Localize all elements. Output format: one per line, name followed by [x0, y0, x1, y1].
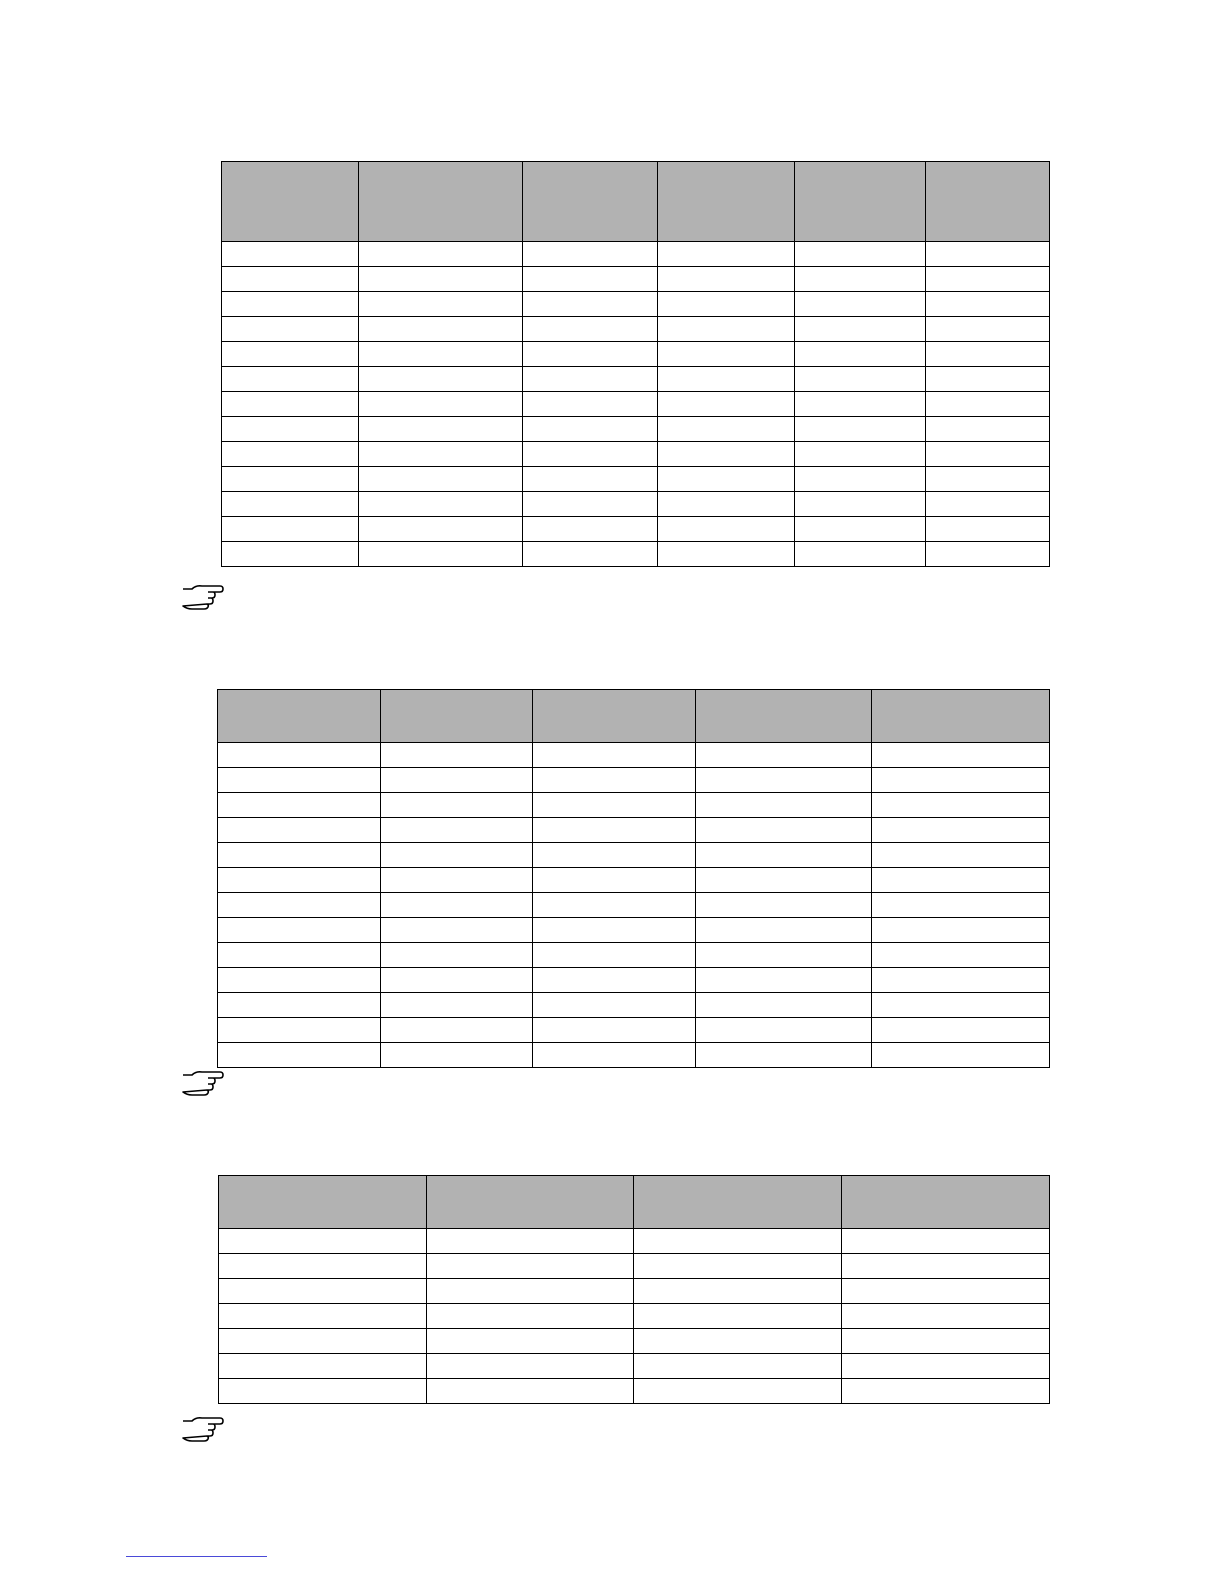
header-cell [696, 690, 872, 743]
table-cell [872, 893, 1050, 918]
table-cell [218, 1018, 381, 1043]
table-cell [218, 918, 381, 943]
table-cell [658, 292, 795, 317]
table-cell [427, 1279, 634, 1304]
table-cell [523, 417, 658, 442]
table-cell [872, 968, 1050, 993]
table-cell [533, 793, 696, 818]
table-cell [795, 442, 926, 467]
table-cell [427, 1254, 634, 1279]
table-row [218, 843, 1050, 868]
table-cell [381, 843, 533, 868]
table-row [222, 242, 1050, 267]
table-cell [427, 1304, 634, 1329]
header-cell [523, 162, 658, 242]
table-cell [523, 467, 658, 492]
table-cell [926, 417, 1050, 442]
table-1 [221, 161, 1050, 567]
table-row [219, 1304, 1050, 1329]
table-row [222, 517, 1050, 542]
table-cell [222, 542, 359, 567]
header-cell [795, 162, 926, 242]
table-cell [658, 517, 795, 542]
table-cell [696, 993, 872, 1018]
table-row [219, 1354, 1050, 1379]
table-cell [523, 392, 658, 417]
table-cell [359, 517, 523, 542]
table-cell [218, 943, 381, 968]
table-cell [872, 743, 1050, 768]
table-cell [696, 793, 872, 818]
table-cell [523, 267, 658, 292]
table-cell [634, 1229, 842, 1254]
table-cell [359, 367, 523, 392]
table-cell [696, 743, 872, 768]
table-cell [381, 1018, 533, 1043]
table-cell [219, 1379, 427, 1404]
table-cell [359, 392, 523, 417]
table-cell [696, 843, 872, 868]
table-cell [872, 843, 1050, 868]
table-cell [533, 1043, 696, 1068]
table-cell [533, 743, 696, 768]
table-cell [696, 893, 872, 918]
header-cell [533, 690, 696, 743]
table-row [218, 743, 1050, 768]
table-cell [533, 1018, 696, 1043]
table-3 [218, 1175, 1050, 1404]
table-cell [523, 292, 658, 317]
table-cell [359, 442, 523, 467]
header-cell [926, 162, 1050, 242]
table-cell [533, 843, 696, 868]
table-cell [842, 1279, 1050, 1304]
table-cell [795, 292, 926, 317]
table-cell [222, 467, 359, 492]
table-cell [359, 292, 523, 317]
header-cell [381, 690, 533, 743]
table-cell [872, 918, 1050, 943]
table-cell [218, 993, 381, 1018]
table-row [222, 392, 1050, 417]
table-cell [381, 793, 533, 818]
table-cell [381, 743, 533, 768]
table-cell [219, 1329, 427, 1354]
table-cell [219, 1254, 427, 1279]
table-row [219, 1379, 1050, 1404]
header-cell [222, 162, 359, 242]
table-cell [926, 292, 1050, 317]
table-cell [218, 743, 381, 768]
table-cell [926, 517, 1050, 542]
table-row [222, 417, 1050, 442]
table-cell [658, 242, 795, 267]
table-cell [523, 517, 658, 542]
table-row [222, 292, 1050, 317]
table-row [222, 317, 1050, 342]
table-cell [872, 1043, 1050, 1068]
table-cell [795, 517, 926, 542]
table-cell [634, 1329, 842, 1354]
table-cell [533, 893, 696, 918]
header-cell [872, 690, 1050, 743]
table-cell [218, 893, 381, 918]
table-cell [523, 317, 658, 342]
table-row [222, 542, 1050, 567]
table-cell [359, 417, 523, 442]
table-row [218, 993, 1050, 1018]
table-cell [658, 342, 795, 367]
table-cell [533, 993, 696, 1018]
table-cell [219, 1279, 427, 1304]
table-cell [658, 367, 795, 392]
table-row [222, 342, 1050, 367]
table-cell [696, 1043, 872, 1068]
table-row [222, 492, 1050, 517]
table-cell [222, 417, 359, 442]
table-cell [359, 242, 523, 267]
table-cell [795, 492, 926, 517]
table-cell [381, 918, 533, 943]
table-cell [381, 868, 533, 893]
table-cell [218, 968, 381, 993]
table-cell [795, 542, 926, 567]
table-row [218, 768, 1050, 793]
table-cell [359, 467, 523, 492]
table-cell [795, 467, 926, 492]
pointing-hand-icon [180, 584, 224, 610]
table-header-row [218, 690, 1050, 743]
table-cell [696, 1018, 872, 1043]
table-cell [523, 442, 658, 467]
table-cell [359, 342, 523, 367]
table-cell [381, 1043, 533, 1068]
table-cell [842, 1354, 1050, 1379]
header-cell [658, 162, 795, 242]
table-row [222, 442, 1050, 467]
table-cell [634, 1354, 842, 1379]
table-row [222, 367, 1050, 392]
table-cell [842, 1229, 1050, 1254]
table-cell [533, 868, 696, 893]
table-cell [658, 417, 795, 442]
table-cell [872, 993, 1050, 1018]
table-cell [222, 267, 359, 292]
table-cell [533, 818, 696, 843]
table-row [218, 893, 1050, 918]
table-cell [218, 818, 381, 843]
table-cell [381, 768, 533, 793]
table-cell [926, 317, 1050, 342]
table-cell [222, 292, 359, 317]
table-cell [872, 768, 1050, 793]
table-row [218, 1018, 1050, 1043]
table-cell [219, 1229, 427, 1254]
table-cell [222, 317, 359, 342]
table-cell [658, 492, 795, 517]
table-cell [359, 267, 523, 292]
table-cell [634, 1279, 842, 1304]
header-cell [842, 1176, 1050, 1229]
table-row [218, 968, 1050, 993]
table-cell [533, 768, 696, 793]
table-cell [842, 1254, 1050, 1279]
table-cell [872, 793, 1050, 818]
table-row [219, 1329, 1050, 1354]
table-cell [795, 417, 926, 442]
table-cell [795, 267, 926, 292]
table-cell [381, 968, 533, 993]
table-cell [696, 943, 872, 968]
pointing-hand-icon [180, 1070, 224, 1096]
table-cell [926, 367, 1050, 392]
table-cell [218, 793, 381, 818]
table-row [219, 1279, 1050, 1304]
table-row [218, 1043, 1050, 1068]
table-cell [696, 818, 872, 843]
table-row [218, 918, 1050, 943]
table-cell [533, 943, 696, 968]
table-cell [634, 1379, 842, 1404]
footer-link-rule [126, 1556, 267, 1557]
table-cell [359, 317, 523, 342]
table-cell [926, 242, 1050, 267]
table-cell [381, 893, 533, 918]
table-cell [427, 1379, 634, 1404]
table-cell [872, 868, 1050, 893]
table-cell [222, 342, 359, 367]
table-cell [218, 1043, 381, 1068]
table-cell [381, 943, 533, 968]
table-row [219, 1229, 1050, 1254]
table-cell [523, 342, 658, 367]
table-cell [523, 367, 658, 392]
header-cell [634, 1176, 842, 1229]
table-cell [926, 342, 1050, 367]
table-cell [872, 818, 1050, 843]
table-cell [926, 492, 1050, 517]
table-cell [926, 467, 1050, 492]
table-cell [872, 943, 1050, 968]
table-cell [218, 868, 381, 893]
table-cell [218, 843, 381, 868]
table-row [218, 818, 1050, 843]
header-cell [427, 1176, 634, 1229]
table-row [218, 943, 1050, 968]
table-cell [381, 818, 533, 843]
table-cell [658, 317, 795, 342]
table-cell [634, 1254, 842, 1279]
table-cell [222, 442, 359, 467]
table-cell [427, 1229, 634, 1254]
table-cell [359, 542, 523, 567]
table-cell [795, 392, 926, 417]
table-cell [795, 242, 926, 267]
table-cell [222, 392, 359, 417]
table-cell [427, 1354, 634, 1379]
table-cell [658, 542, 795, 567]
table-row [222, 267, 1050, 292]
table-cell [872, 1018, 1050, 1043]
header-cell [218, 690, 381, 743]
table-row [222, 467, 1050, 492]
table-cell [795, 342, 926, 367]
table-cell [696, 918, 872, 943]
table-cell [658, 442, 795, 467]
table-cell [219, 1354, 427, 1379]
table-cell [926, 442, 1050, 467]
table-row [218, 868, 1050, 893]
table-cell [523, 542, 658, 567]
table-cell [795, 367, 926, 392]
table-cell [696, 768, 872, 793]
table-cell [658, 392, 795, 417]
table-cell [842, 1329, 1050, 1354]
table-cell [222, 492, 359, 517]
table-cell [842, 1379, 1050, 1404]
table-cell [523, 492, 658, 517]
table-cell [696, 868, 872, 893]
table-header-row [222, 162, 1050, 242]
header-cell [359, 162, 523, 242]
table-header-row [219, 1176, 1050, 1229]
table-row [219, 1254, 1050, 1279]
table-cell [359, 492, 523, 517]
table-cell [427, 1329, 634, 1354]
table-cell [222, 242, 359, 267]
table-cell [219, 1304, 427, 1329]
header-cell [219, 1176, 427, 1229]
table-cell [658, 267, 795, 292]
table-cell [218, 768, 381, 793]
table-cell [533, 918, 696, 943]
table-cell [926, 392, 1050, 417]
table-cell [222, 517, 359, 542]
table-cell [222, 367, 359, 392]
table-cell [795, 317, 926, 342]
pointing-hand-icon [180, 1416, 224, 1442]
table-cell [696, 968, 872, 993]
table-cell [926, 267, 1050, 292]
table-cell [842, 1304, 1050, 1329]
table-2 [217, 689, 1050, 1068]
table-cell [634, 1304, 842, 1329]
table-cell [523, 242, 658, 267]
table-row [218, 793, 1050, 818]
table-cell [381, 993, 533, 1018]
table-cell [926, 542, 1050, 567]
table-cell [533, 968, 696, 993]
table-cell [658, 467, 795, 492]
